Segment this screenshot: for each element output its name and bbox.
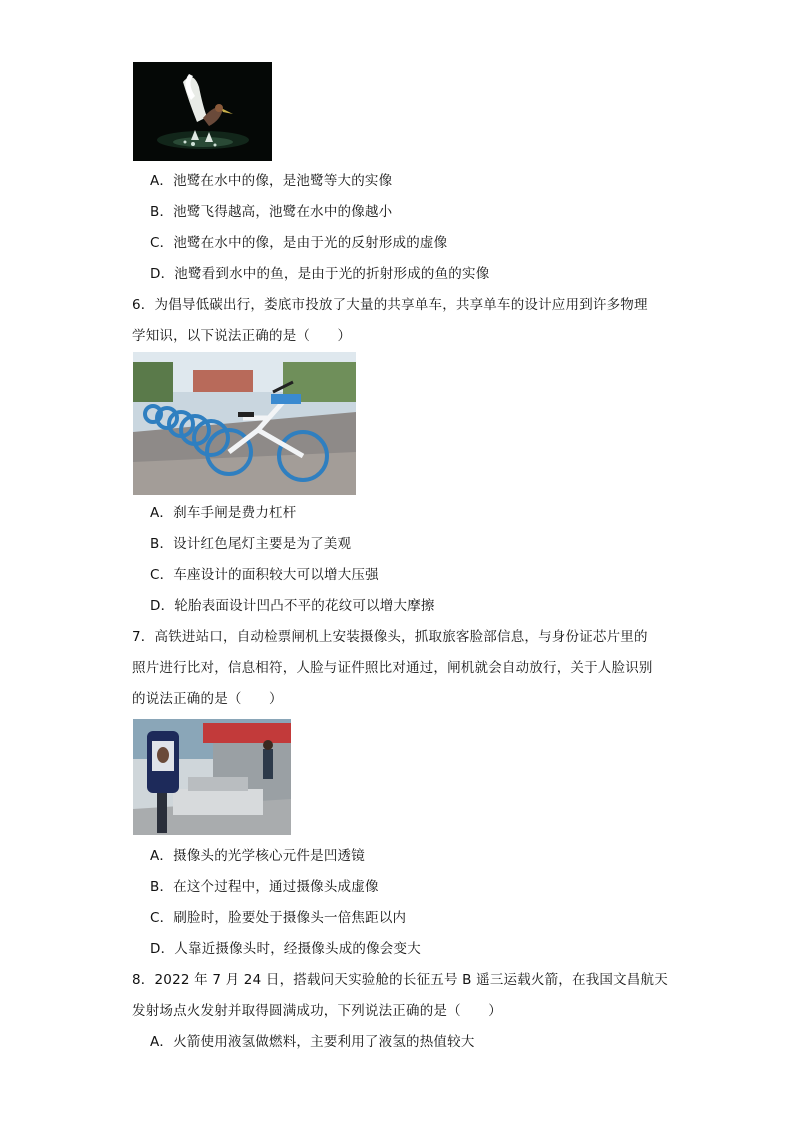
face-recognition-gate-photo bbox=[133, 719, 291, 835]
q7-option-a: A．摄像头的光学核心元件是凹透镜 bbox=[150, 848, 365, 864]
q6-stem-line-2: 学知识，以下说法正确的是（ ） bbox=[132, 328, 352, 344]
q6-option-a: A．刹车手闸是费力杠杆 bbox=[150, 505, 297, 521]
q8-stem-line-2: 发射场点火发射并取得圆满成功，下列说法正确的是（ ） bbox=[132, 1003, 502, 1019]
q6-option-d: D．轮胎表面设计凹凸不平的花纹可以增大摩擦 bbox=[150, 598, 435, 614]
shared-bikes-photo bbox=[133, 352, 356, 495]
q6-option-b: B．设计红色尾灯主要是为了美观 bbox=[150, 536, 352, 552]
q6-option-c: C．车座设计的面积较大可以增大压强 bbox=[150, 567, 379, 583]
q5-option-c: C．池鹭在水中的像，是由于光的反射形成的虚像 bbox=[150, 235, 448, 251]
q5-option-a: A．池鹭在水中的像，是池鹭等大的实像 bbox=[150, 173, 393, 189]
q7-option-b: B．在这个过程中，通过摄像头成虚像 bbox=[150, 879, 379, 895]
q7-option-d: D．人靠近摄像头时，经摄像头成的像会变大 bbox=[150, 941, 421, 957]
q5-option-b: B．池鹭飞得越高，池鹭在水中的像越小 bbox=[150, 204, 393, 220]
q8-option-a: A．火箭使用液氢做燃料，主要利用了液氢的热值较大 bbox=[150, 1034, 475, 1050]
q7-stem-line-3: 的说法正确的是（ ） bbox=[132, 691, 283, 707]
q7-option-c: C．刷脸时，脸要处于摄像头一倍焦距以内 bbox=[150, 910, 407, 926]
q7-stem-line-2: 照片进行比对，信息相符，人脸与证件照比对通过，闸机就会自动放行，关于人脸识别 bbox=[132, 660, 653, 676]
q5-option-d: D．池鹭看到水中的鱼，是由于光的折射形成的鱼的实像 bbox=[150, 266, 490, 282]
q8-stem-line-1: 8．2022 年 7 月 24 日，搭载问天实验舱的长征五号 B 遥三运载火箭，在我国文昌航天 bbox=[132, 972, 668, 988]
q7-stem-line-1: 7．高铁进站口，自动检票闸机上安装摄像头，抓取旅客脸部信息，与身份证芯片里的 bbox=[132, 629, 648, 645]
heron-photo bbox=[133, 62, 272, 161]
q6-stem-line-1: 6．为倡导低碳出行，娄底市投放了大量的共享单车，共享单车的设计应用到许多物理 bbox=[132, 297, 648, 313]
